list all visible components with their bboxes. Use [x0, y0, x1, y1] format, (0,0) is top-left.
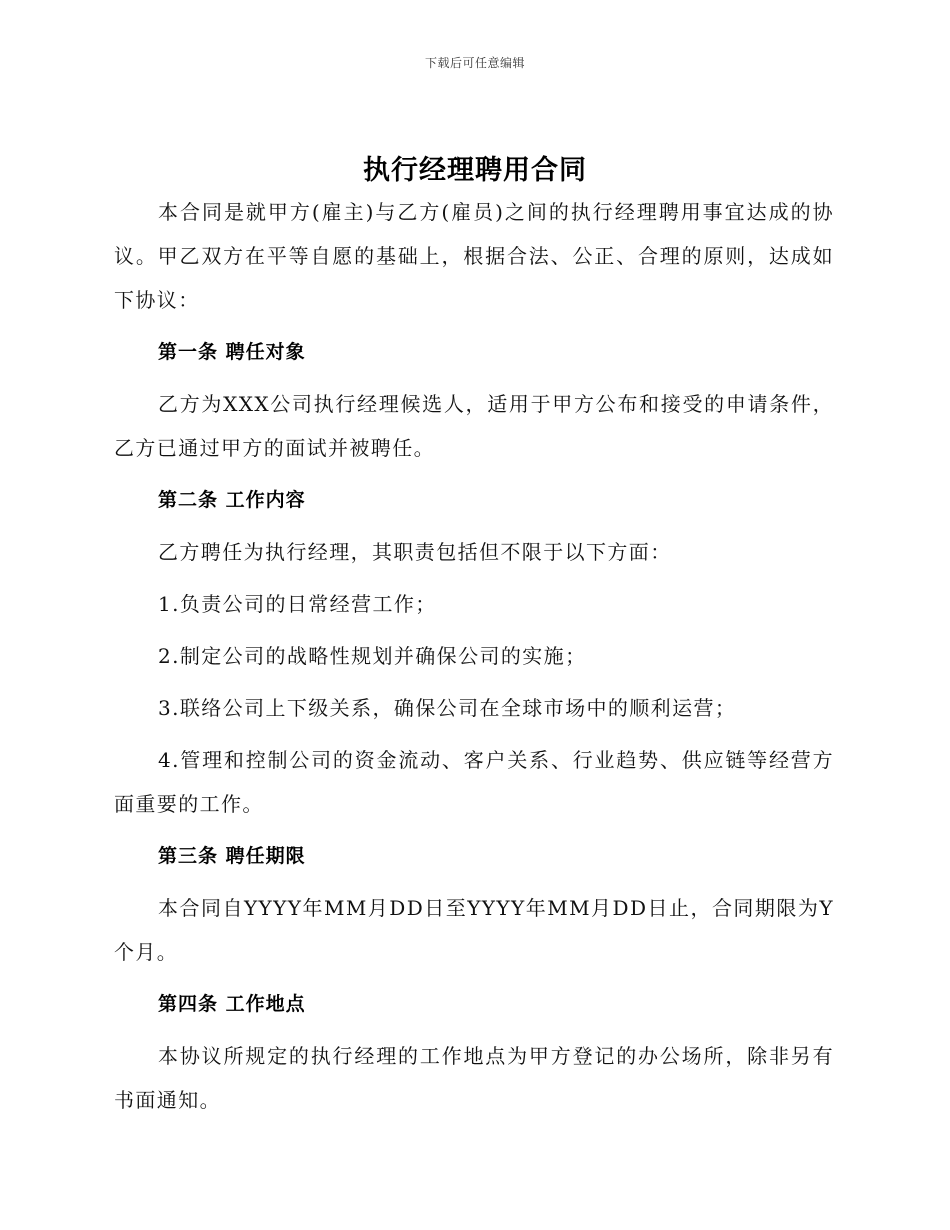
section-2-item-2: 2.制定公司的战略性规划并确保公司的实施； — [158, 644, 587, 668]
section-4-paragraph: 本协议所规定的执行经理的工作地点为甲方登记的办公场所，除非另有书面通知。 — [114, 1044, 834, 1112]
document-title: 执行经理聘用合同 — [363, 155, 587, 186]
section-2-item-1: 1.负责公司的日常经营工作； — [158, 592, 437, 616]
section-2-item-3: 3.联络公司上下级关系，确保公司在全球市场中的顺利运营； — [158, 696, 737, 720]
section-2-item-4: 4.管理和控制公司的资金流动、客户关系、行业趋势、供应链等经营方面重要的工作。 — [114, 748, 834, 816]
section-4-heading: 第四条 工作地点 — [158, 993, 306, 1015]
intro-paragraph: 本合同是就甲方(雇主)与乙方(雇员)之间的执行经理聘用事宜达成的协议。甲乙双方在平等自愿的基础上，根据合法、公正、合理的原则，达成如下协议： — [114, 200, 834, 312]
section-2-paragraph: 乙方聘任为执行经理，其职责包括但不限于以下方面： — [158, 540, 672, 564]
section-3-heading: 第三条 聘任期限 — [158, 845, 306, 867]
section-3-paragraph: 本合同自YYYY年MM月DD日至YYYY年MM月DD日止，合同期限为Y个月。 — [114, 896, 834, 964]
section-1-paragraph: 乙方为XXX公司执行经理候选人，适用于甲方公布和接受的申请条件，乙方已通过甲方的面试并被聘任。 — [114, 392, 834, 460]
section-2-heading: 第二条 工作内容 — [158, 489, 306, 511]
header-note: 下载后可任意编辑 — [424, 56, 525, 70]
document-body — [114, 190, 834, 1122]
section-1-heading: 第一条 聘任对象 — [158, 341, 306, 363]
